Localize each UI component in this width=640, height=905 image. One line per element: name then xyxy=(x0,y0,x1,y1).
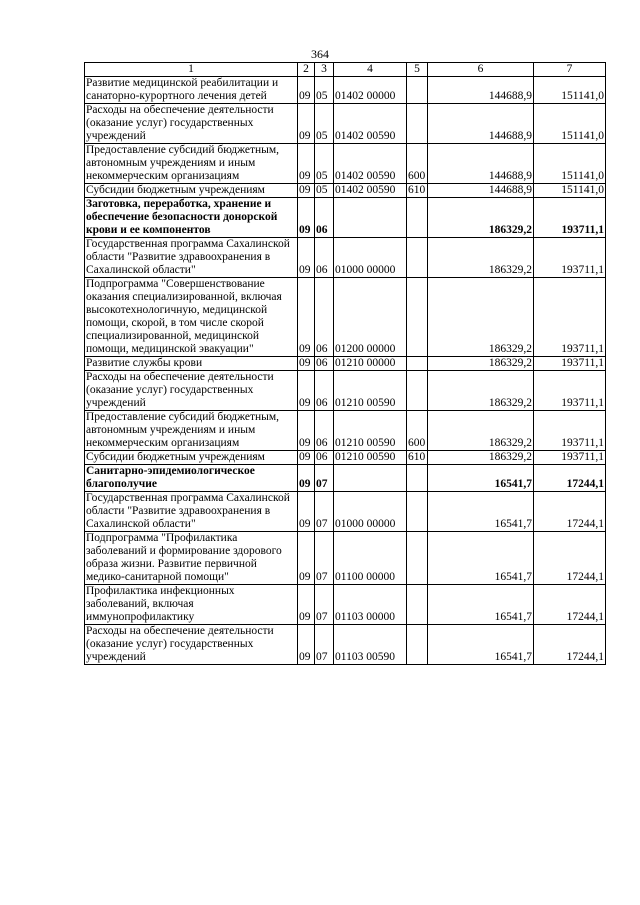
budget-table xyxy=(84,62,606,665)
amount-year1-cell: 144688,9 xyxy=(428,77,534,104)
section-code-cell: 09 xyxy=(298,625,315,665)
amount-year2-cell: 193711,1 xyxy=(534,357,606,371)
target-article-cell: 01100 00000 xyxy=(334,532,407,585)
table-row xyxy=(85,184,606,198)
column-header: 1 xyxy=(85,63,298,77)
expense-type-cell: 610 xyxy=(407,451,428,465)
target-article-cell: 01103 00590 xyxy=(334,625,407,665)
amount-year2-cell: 151141,0 xyxy=(534,77,606,104)
subsection-code-cell: 06 xyxy=(315,411,334,451)
row-name-cell: Развитие службы крови xyxy=(85,357,298,371)
column-header: 5 xyxy=(407,63,428,77)
target-article-cell: 01402 00590 xyxy=(334,104,407,144)
target-article-cell: 01402 00000 xyxy=(334,77,407,104)
expense-type-cell: 600 xyxy=(407,144,428,184)
table-row xyxy=(85,104,606,144)
column-header: 6 xyxy=(428,63,534,77)
amount-year2-cell: 193711,1 xyxy=(534,411,606,451)
expense-type-cell xyxy=(407,198,428,238)
table-row xyxy=(85,357,606,371)
amount-year2-cell: 17244,1 xyxy=(534,625,606,665)
expense-type-cell xyxy=(407,492,428,532)
subsection-code-cell: 06 xyxy=(315,451,334,465)
section-code-cell: 09 xyxy=(298,465,315,492)
target-article-cell xyxy=(334,198,407,238)
table-row xyxy=(85,77,606,104)
amount-year1-cell: 144688,9 xyxy=(428,184,534,198)
subsection-code-cell: 06 xyxy=(315,278,334,357)
table-row xyxy=(85,532,606,585)
amount-year2-cell: 193711,1 xyxy=(534,238,606,278)
subsection-code-cell: 06 xyxy=(315,238,334,278)
table-row xyxy=(85,625,606,665)
amount-year1-cell: 186329,2 xyxy=(428,371,534,411)
row-name-cell: Профилактика инфекционных заболеваний, включая иммунопрофилактику xyxy=(85,585,298,625)
subsection-code-cell: 07 xyxy=(315,585,334,625)
subsection-code-cell: 07 xyxy=(315,465,334,492)
column-header: 4 xyxy=(334,63,407,77)
amount-year1-cell: 16541,7 xyxy=(428,585,534,625)
target-article-cell: 01103 00000 xyxy=(334,585,407,625)
row-name-cell: Подпрограмма "Профилактика заболеваний и формирование здорового образа жизни. Развитие первичной медико-санитарной помощи" xyxy=(85,532,298,585)
subsection-code-cell: 05 xyxy=(315,104,334,144)
amount-year1-cell: 16541,7 xyxy=(428,532,534,585)
row-name-cell: Подпрограмма "Совершенствование оказания специализированной, включая высокотехнологичную, медицинской помощи, скорой, в том числе скорой специализированной, медицинской помощи, медицинской эвакуации" xyxy=(85,278,298,357)
expense-type-cell xyxy=(407,532,428,585)
table-row xyxy=(85,585,606,625)
expense-type-cell xyxy=(407,238,428,278)
column-header: 3 xyxy=(315,63,334,77)
expense-type-cell xyxy=(407,278,428,357)
expense-type-cell xyxy=(407,371,428,411)
row-name-cell: Заготовка, переработка, хранение и обеспечение безопасности донорской крови и ее компонентов xyxy=(85,198,298,238)
section-code-cell: 09 xyxy=(298,411,315,451)
section-code-cell: 09 xyxy=(298,184,315,198)
row-name-cell: Расходы на обеспечение деятельности (оказание услуг) государственных учреждений xyxy=(85,371,298,411)
amount-year2-cell: 193711,1 xyxy=(534,198,606,238)
amount-year1-cell: 186329,2 xyxy=(428,451,534,465)
section-code-cell: 09 xyxy=(298,278,315,357)
amount-year1-cell: 16541,7 xyxy=(428,465,534,492)
target-article-cell: 01210 00000 xyxy=(334,357,407,371)
amount-year2-cell: 193711,1 xyxy=(534,371,606,411)
column-header: 2 xyxy=(298,63,315,77)
amount-year2-cell: 193711,1 xyxy=(534,278,606,357)
target-article-cell: 01210 00590 xyxy=(334,451,407,465)
section-code-cell: 09 xyxy=(298,144,315,184)
row-name-cell: Развитие медицинской реабилитации и санаторно-курортного лечения детей xyxy=(85,77,298,104)
amount-year1-cell: 186329,2 xyxy=(428,278,534,357)
target-article-cell: 01210 00590 xyxy=(334,411,407,451)
section-code-cell: 09 xyxy=(298,492,315,532)
section-code-cell: 09 xyxy=(298,198,315,238)
row-name-cell: Предоставление субсидий бюджетным, автономным учреждениям и иным некоммерческим организациям xyxy=(85,144,298,184)
table-row xyxy=(85,144,606,184)
row-name-cell: Предоставление субсидий бюджетным, автономным учреждениям и иным некоммерческим организациям xyxy=(85,411,298,451)
table-row xyxy=(85,411,606,451)
target-article-cell: 01000 00000 xyxy=(334,492,407,532)
section-code-cell: 09 xyxy=(298,104,315,144)
amount-year2-cell: 17244,1 xyxy=(534,532,606,585)
header-row xyxy=(85,63,606,77)
amount-year2-cell: 151141,0 xyxy=(534,104,606,144)
expense-type-cell xyxy=(407,357,428,371)
section-code-cell: 09 xyxy=(298,238,315,278)
expense-type-cell xyxy=(407,465,428,492)
column-header: 7 xyxy=(534,63,606,77)
subsection-code-cell: 05 xyxy=(315,184,334,198)
table-row xyxy=(85,198,606,238)
target-article-cell: 01200 00000 xyxy=(334,278,407,357)
expense-type-cell xyxy=(407,585,428,625)
subsection-code-cell: 06 xyxy=(315,371,334,411)
expense-type-cell xyxy=(407,625,428,665)
subsection-code-cell: 07 xyxy=(315,492,334,532)
amount-year1-cell: 16541,7 xyxy=(428,625,534,665)
row-name-cell: Государственная программа Сахалинской области "Развитие здравоохранения в Сахалинской области" xyxy=(85,238,298,278)
target-article-cell: 01402 00590 xyxy=(334,184,407,198)
table-row xyxy=(85,371,606,411)
amount-year1-cell: 186329,2 xyxy=(428,198,534,238)
row-name-cell: Санитарно-эпидемиологическое благополучие xyxy=(85,465,298,492)
target-article-cell: 01000 00000 xyxy=(334,238,407,278)
row-name-cell: Расходы на обеспечение деятельности (оказание услуг) государственных учреждений xyxy=(85,104,298,144)
amount-year2-cell: 17244,1 xyxy=(534,492,606,532)
amount-year2-cell: 193711,1 xyxy=(534,451,606,465)
subsection-code-cell: 06 xyxy=(315,198,334,238)
target-article-cell: 01210 00590 xyxy=(334,371,407,411)
expense-type-cell: 610 xyxy=(407,184,428,198)
section-code-cell: 09 xyxy=(298,371,315,411)
target-article-cell xyxy=(334,465,407,492)
expense-type-cell: 600 xyxy=(407,411,428,451)
amount-year1-cell: 144688,9 xyxy=(428,104,534,144)
subsection-code-cell: 07 xyxy=(315,532,334,585)
amount-year2-cell: 151141,0 xyxy=(534,184,606,198)
section-code-cell: 09 xyxy=(298,532,315,585)
amount-year1-cell: 186329,2 xyxy=(428,411,534,451)
amount-year1-cell: 186329,2 xyxy=(428,357,534,371)
subsection-code-cell: 05 xyxy=(315,144,334,184)
amount-year2-cell: 151141,0 xyxy=(534,144,606,184)
subsection-code-cell: 06 xyxy=(315,357,334,371)
table-row xyxy=(85,238,606,278)
expense-type-cell xyxy=(407,77,428,104)
expense-type-cell xyxy=(407,104,428,144)
table-row xyxy=(85,451,606,465)
amount-year2-cell: 17244,1 xyxy=(534,585,606,625)
amount-year2-cell: 17244,1 xyxy=(534,465,606,492)
section-code-cell: 09 xyxy=(298,585,315,625)
amount-year1-cell: 16541,7 xyxy=(428,492,534,532)
row-name-cell: Субсидии бюджетным учреждениям xyxy=(85,184,298,198)
target-article-cell: 01402 00590 xyxy=(334,144,407,184)
table-row xyxy=(85,492,606,532)
subsection-code-cell: 07 xyxy=(315,625,334,665)
table-row xyxy=(85,465,606,492)
row-name-cell: Расходы на обеспечение деятельности (оказание услуг) государственных учреждений xyxy=(85,625,298,665)
table-row xyxy=(85,278,606,357)
row-name-cell: Государственная программа Сахалинской области "Развитие здравоохранения в Сахалинской области" xyxy=(85,492,298,532)
section-code-cell: 09 xyxy=(298,357,315,371)
amount-year1-cell: 186329,2 xyxy=(428,238,534,278)
section-code-cell: 09 xyxy=(298,77,315,104)
subsection-code-cell: 05 xyxy=(315,77,334,104)
section-code-cell: 09 xyxy=(298,451,315,465)
amount-year1-cell: 144688,9 xyxy=(428,144,534,184)
page-number: 364 xyxy=(311,47,329,61)
row-name-cell: Субсидии бюджетным учреждениям xyxy=(85,451,298,465)
